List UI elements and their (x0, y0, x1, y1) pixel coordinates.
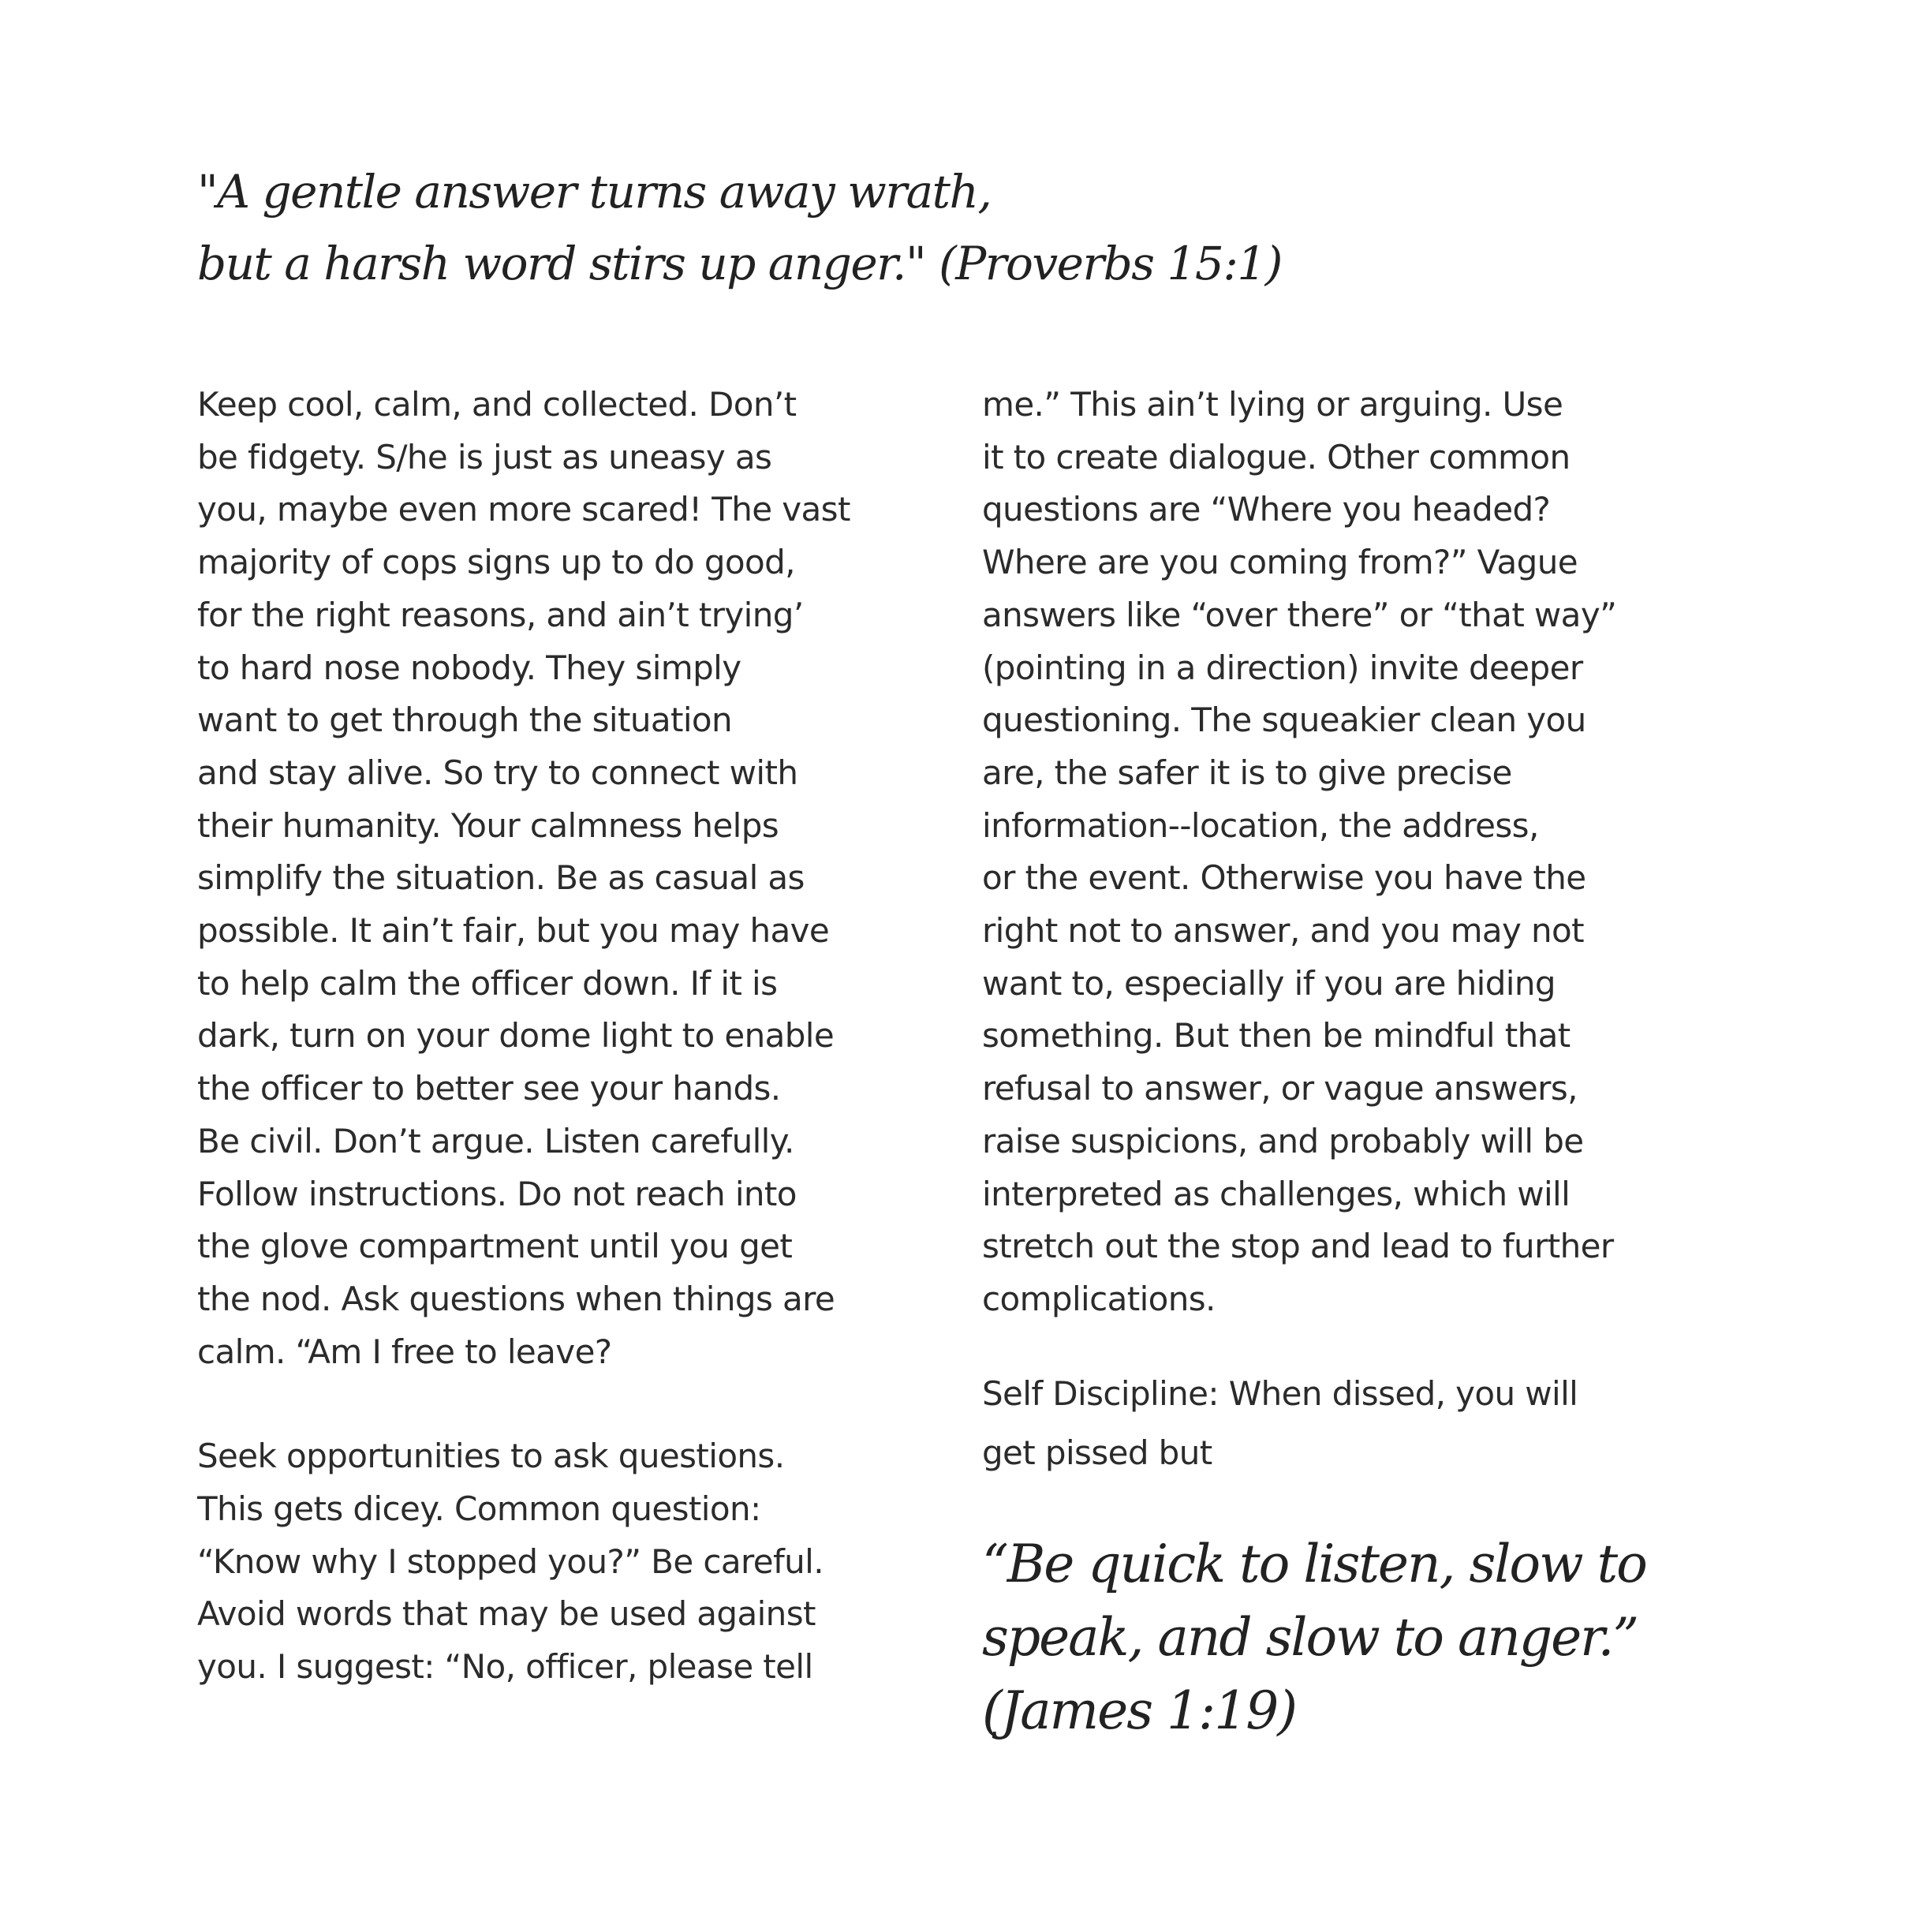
closing-quote (982, 1527, 1739, 1747)
text-line: This gets dicey. Common question: (197, 1489, 761, 1529)
paragraph-continued (982, 379, 1739, 1326)
text-line: to hard nose nobody. They simply (197, 648, 741, 687)
text-line: get pissed but (982, 1433, 1212, 1472)
text-line: (pointing in a direction) invite deeper (982, 648, 1583, 687)
closing-quote-line-2: speak, and slow to anger.” (982, 1606, 1638, 1668)
text-line: simplify the situation. Be as casual as (197, 858, 805, 898)
text-line: interpreted as challenges, which will (982, 1174, 1571, 1213)
text-line: the officer to better see your hands. (197, 1069, 781, 1108)
text-line: “Know why I stopped you?” Be careful. (197, 1541, 824, 1581)
text-line: Follow instructions. Do not reach into (197, 1174, 797, 1213)
paragraph-keep-cool (197, 379, 939, 1378)
text-line: and stay alive. So try to connect with (197, 753, 798, 792)
text-line: questioning. The squeakier clean you (982, 701, 1586, 740)
epigraph-line-2: but a harsh word stirs up anger." (Proverbs 15:1) (197, 237, 1282, 290)
left-column (197, 379, 939, 1694)
right-column (982, 379, 1739, 1747)
text-line: answers like “over there” or “that way” (982, 595, 1617, 634)
text-line: refusal to answer, or vague answers, (982, 1069, 1578, 1108)
text-line: you. I suggest: “No, officer, please tell (197, 1647, 813, 1687)
text-line: complications. (982, 1279, 1216, 1318)
text-line: stretch out the stop and lead to further (982, 1227, 1614, 1266)
text-line: raise suspicions, and probably will be (982, 1121, 1584, 1160)
text-line: the nod. Ask questions when things are (197, 1279, 835, 1318)
text-line: are, the safer it is to give precise (982, 753, 1512, 792)
paragraph-gap (982, 1326, 1739, 1364)
epigraph-quote (197, 156, 1696, 300)
text-line: be fidgety. S/he is just as uneasy as (197, 437, 772, 476)
text-line: Self Discipline: When dissed, you will (982, 1373, 1578, 1413)
closing-quote-citation: (James 1:19) (982, 1680, 1297, 1741)
paragraph-seek-opportunities (197, 1430, 939, 1694)
text-line: Seek opportunities to ask questions. (197, 1437, 785, 1476)
text-line: want to, especially if you are hiding (982, 963, 1556, 1003)
closing-quote-line-1: “Be quick to listen, slow to (982, 1533, 1646, 1594)
text-line: majority of cops signs up to do good, (197, 543, 795, 582)
text-line: it to create dialogue. Other common (982, 437, 1571, 476)
text-line: for the right reasons, and ain’t trying’ (197, 595, 804, 634)
text-line: their humanity. Your calmness helps (197, 805, 779, 845)
text-line: information--location, the address, (982, 805, 1539, 845)
paragraph-self-discipline (982, 1364, 1739, 1482)
text-line: Be civil. Don’t argue. Listen carefully. (197, 1121, 794, 1160)
text-line: possible. It ain’t fair, but you may have (197, 911, 830, 951)
text-line: dark, turn on your dome light to enable (197, 1016, 835, 1056)
text-line: want to get through the situation (197, 701, 733, 740)
epigraph-line-1: "A gentle answer turns away wrath, (197, 165, 992, 219)
text-line: you, maybe even more scared! The vast (197, 490, 850, 529)
text-line: to help calm the officer down. If it is (197, 963, 778, 1003)
text-line: Keep cool, calm, and collected. Don’t (197, 385, 797, 424)
text-line: Where are you coming from?” Vague (982, 543, 1578, 582)
text-line: something. But then be mindful that (982, 1016, 1571, 1056)
text-line: right not to answer, and you may not (982, 911, 1585, 951)
text-line: or the event. Otherwise you have the (982, 858, 1586, 898)
text-line: me.” This ain’t lying or arguing. Use (982, 385, 1563, 424)
text-line: the glove compartment until you get (197, 1227, 793, 1266)
text-line: Avoid words that may be used against (197, 1594, 816, 1634)
paragraph-gap (197, 1378, 939, 1430)
text-line: calm. “Am I free to leave? (197, 1332, 612, 1371)
text-line: questions are “Where you headed? (982, 490, 1551, 529)
